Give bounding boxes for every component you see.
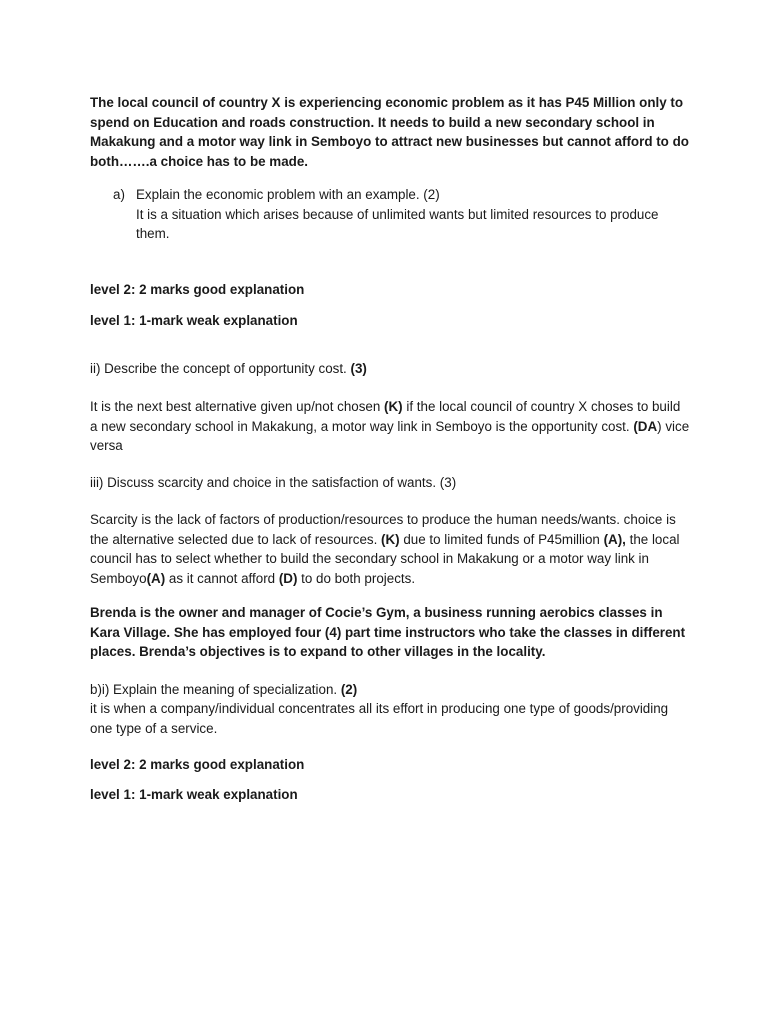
answer-ii-part3: ) vice versa	[90, 418, 690, 453]
answer-ii-k: (K)	[384, 399, 403, 414]
answer-iii-d: (D)	[278, 570, 298, 586]
answer-iii-part3: the local council has to select whether to build the secondary school in Makakung or a motor way link in Semboyo	[90, 531, 680, 586]
question-bi-text: b)i) Explain the meaning of specialization.	[90, 682, 341, 697]
scenario-intro: The local council of country X is experiencing economic problem as it has P45 Million only to spend on Education and roads construction. It needs to build a new secondary school in Makakung and a motor way link in Semboyo to attract new businesses but cannot afford to do both…….a choice has to be made.	[90, 95, 689, 169]
question-ii-marks: (3)	[350, 361, 367, 376]
question-a-answer: It is a situation which arises because of unlimited wants but limited resources to produce them.	[136, 206, 659, 241]
question-a-marker: a)	[113, 187, 125, 202]
answer-iii-a1: (A),	[603, 531, 626, 547]
answer-iii-k: (K)	[381, 531, 400, 547]
level-2-criteria-b: level 2: 2 marks good explanation	[90, 757, 305, 772]
question-ii	[90, 359, 690, 379]
scenario-brenda: Brenda is the owner and manager of Cocie’s Gym, a business running aerobics classes in Kara Village. She has employed four (4) part time instructors who take the classes in different places. Brenda’s objectives is to expand to other villages in the locality.	[90, 605, 686, 659]
answer-ii-da: (DA	[633, 418, 658, 434]
answer-iii-part4: as it cannot afford	[165, 570, 279, 586]
question-ii-text: ii) Describe the concept of opportunity cost.	[90, 361, 351, 376]
answer-iii-part1: Scarcity is the lack of factors of production/resources to produce the human needs/wants. choice is the alternative selected due to lack of resources.	[90, 512, 676, 547]
answer-ii	[90, 397, 690, 456]
level-1-criteria: level 1: 1-mark weak explanation	[90, 313, 298, 328]
answer-iii-a2: (A)	[146, 570, 166, 586]
answer-ii-part2: if the local council of country X choses to build a new secondary school in Makakung, a motor way link in Semboyo is the opportunity cost.	[90, 399, 681, 434]
level-1-criteria-b: level 1: 1-mark weak explanation	[90, 787, 298, 802]
answer-iii-part5: to do both projects.	[297, 570, 416, 586]
answer-bi: it is when a company/individual concentrates all its effort in producing one type of goods/providing one type of a service.	[90, 701, 669, 736]
level-2-criteria: level 2: 2 marks good explanation	[90, 282, 305, 297]
question-a-text: Explain the economic problem with an example. (2)	[136, 187, 440, 202]
question-a	[113, 185, 683, 244]
answer-iii	[90, 510, 690, 588]
question-bi-marks: (2)	[340, 682, 358, 697]
question-iii: iii) Discuss scarcity and choice in the satisfaction of wants. (3)	[90, 475, 457, 490]
answer-ii-part1: It is the next best alternative given up/not chosen	[90, 399, 385, 414]
answer-iii-part2: due to limited funds of P45million	[399, 531, 604, 547]
question-bi	[90, 680, 690, 700]
